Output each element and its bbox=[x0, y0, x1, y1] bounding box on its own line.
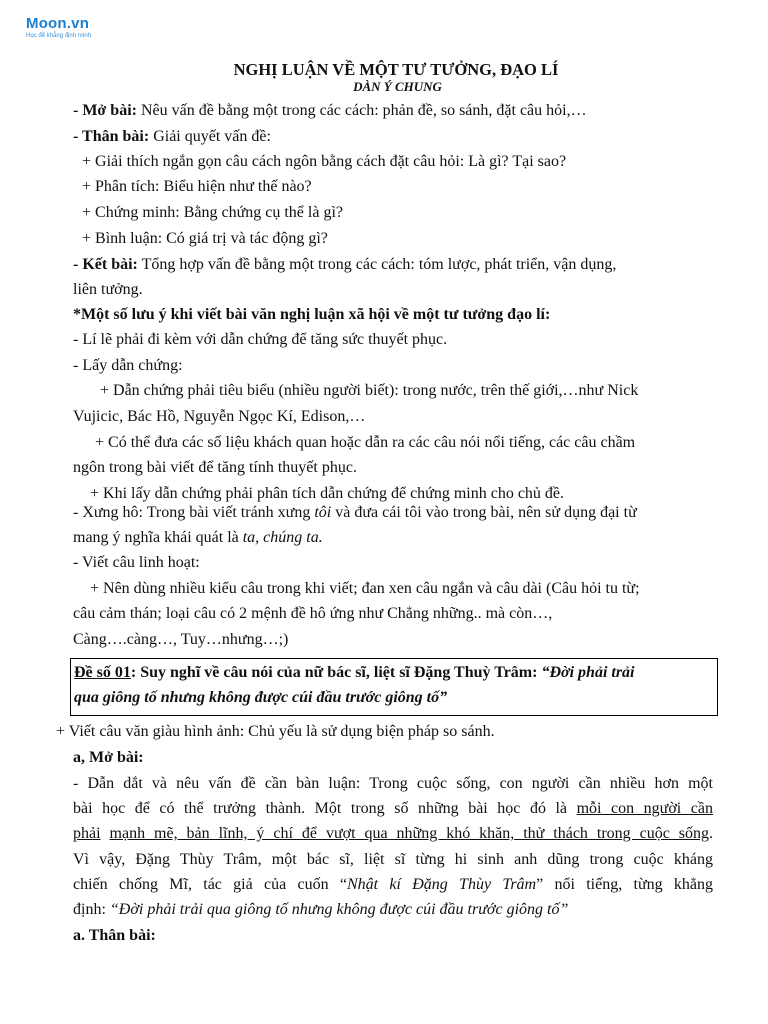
para-line2-b: mỗi con người cần bbox=[576, 800, 714, 817]
note-3-text-a: - Xưng hô: Trong bài viết tránh xưng bbox=[73, 504, 315, 521]
para-line6-a: định: bbox=[73, 901, 110, 918]
page-title: NGHỊ LUẬN VỀ MỘT TƯ TƯỞNG, ĐẠO LÍ bbox=[233, 60, 559, 79]
than-bai-heading: a. Thân bài: bbox=[73, 927, 156, 944]
para-line5 bbox=[73, 875, 713, 895]
note-3-toi: tôi bbox=[314, 504, 332, 521]
para-line6 bbox=[73, 900, 568, 920]
para-line3 bbox=[73, 824, 713, 844]
mo-bai-text: Nêu vấn đề bằng một trong các cách: phản đề, so sánh, đặt câu hỏi,… bbox=[136, 102, 587, 119]
outline-mo-bai bbox=[73, 101, 587, 121]
para-line6-quote: “Đời phải trải qua giông tố nhưng không được cúi đầu trước giông tố” bbox=[109, 901, 569, 918]
note-3-ta: ta, chúng ta. bbox=[242, 529, 323, 546]
para-line3-d: . bbox=[709, 825, 714, 842]
note-4: - Viết câu linh hoạt: bbox=[73, 554, 200, 571]
note-1: - Lí lẽ phải đi kèm với dẫn chứng để tăng sức thuyết phục. bbox=[73, 331, 448, 348]
de-text: : Suy nghĩ về câu nói của nữ bác sĩ, liệt sĩ Đặng Thuỳ Trâm: bbox=[130, 664, 542, 681]
para-line3-c: mạnh mẽ, bản lĩnh, ý chí để vượt qua những khó khăn, thử thách trong cuộc sống bbox=[109, 825, 710, 842]
para-line2-a: bài học để có thể trưởng thành. Một trong số những bài học đó là bbox=[73, 800, 577, 817]
para-line5-c: ” nổi tiếng, từng khẳng bbox=[536, 876, 713, 893]
para-line2 bbox=[73, 799, 713, 819]
than-bai-text: Giải quyết vấn đề: bbox=[149, 128, 271, 145]
outline-ket-bai bbox=[73, 255, 616, 275]
note-4a-line3: Càng….càng…, Tuy…nhưng…;) bbox=[73, 631, 289, 648]
mo-bai-label: - Mở bài: bbox=[73, 102, 137, 119]
note-2: - Lấy dẫn chứng: bbox=[73, 357, 183, 374]
note-2c: + Khi lấy dẫn chứng phải phân tích dẫn chứng để chứng minh cho chủ đề. bbox=[90, 485, 565, 502]
para-line5-a: chiến chống Mĩ, tác giả của cuốn “ bbox=[73, 876, 347, 893]
note-3-line2 bbox=[73, 528, 323, 548]
note-4a-line2: câu cảm thán; loại câu có 2 mệnh đề hô ứng như Chẳng những.. mà còn…, bbox=[73, 605, 553, 622]
de-label: Đề số 01 bbox=[74, 664, 131, 681]
para-line3-a: phải bbox=[73, 825, 101, 842]
ket-bai-text: Tổng hợp vấn đề bằng một trong các cách: tóm lược, phát triển, vận dụng, bbox=[137, 256, 617, 273]
de-line2: qua giông tố nhưng không được cúi đầu trước giông tố” bbox=[74, 689, 448, 706]
note-2b-line2: ngôn trong bài viết để tăng tính thuyết phục. bbox=[73, 459, 357, 476]
note-2a-line1: + Dẫn chứng phải tiêu biểu (nhiều người biết): trong nước, trên thế giới,…như Nick bbox=[100, 382, 639, 399]
note-3-text-d: mang ý nghĩa khái quát là bbox=[73, 529, 243, 546]
page-subtitle: DÀN Ý CHUNG bbox=[353, 79, 442, 94]
moon-logo bbox=[26, 16, 91, 40]
outline-sub-2: + Phân tích: Biểu hiện như thế nào? bbox=[82, 178, 312, 195]
note-2a-line2: Vujicic, Bác Hồ, Nguyễn Ngọc Kí, Edison,… bbox=[73, 408, 366, 425]
outline-sub-1: + Giải thích ngắn gọn câu cách ngôn bằng cách đặt câu hỏi: Là gì? Tại sao? bbox=[82, 153, 567, 170]
note-3-line1 bbox=[73, 503, 637, 523]
de-quote-a: “Đời phải trải bbox=[541, 664, 635, 681]
notes-heading: *Một số lưu ý khi viết bài văn nghị luận xã hội về một tư tưởng đạo lí: bbox=[73, 306, 551, 323]
outline-ket-bai-cont: liên tưởng. bbox=[73, 281, 143, 298]
note-2b-line1: + Có thể đưa các số liệu khách quan hoặc dẫn ra các câu nói nổi tiếng, các câu chầm bbox=[95, 434, 636, 451]
note-3-text-c: và đưa cái tôi vào trong bài, nên sử dụng đại từ bbox=[331, 504, 637, 521]
note-4a-line1: + Nên dùng nhiều kiểu câu trong khi viết; đan xen câu ngắn và câu dài (Câu hỏi tu từ; bbox=[90, 580, 640, 597]
para-line4: Vì vậy, Đặng Thùy Trâm, một bác sĩ, liệt sĩ từng hi sinh anh dũng trong cuộc kháng bbox=[73, 851, 713, 868]
tip-line: + Viết câu văn giàu hình ảnh: Chủ yếu là sử dụng biện pháp so sánh. bbox=[56, 723, 495, 740]
de-line1 bbox=[74, 663, 635, 683]
than-bai-label: - Thân bài: bbox=[73, 128, 150, 145]
para-line5-book: Nhật kí Đặng Thùy Trâm bbox=[346, 876, 537, 893]
logo-wordmark: Moon.vn bbox=[26, 15, 90, 32]
outline-than-bai bbox=[73, 127, 271, 147]
para-line1: - Dẫn dắt và nêu vấn đề cần bàn luận: Trong cuộc sống, con người cần nhiều hơn một bbox=[73, 775, 713, 792]
ket-bai-label: - Kết bài: bbox=[73, 256, 138, 273]
outline-sub-3: + Chứng minh: Bằng chứng cụ thể là gì? bbox=[82, 204, 343, 221]
outline-sub-4: + Bình luận: Có giá trị và tác động gì? bbox=[82, 230, 328, 247]
logo-tagline: Học để khẳng định mình bbox=[26, 33, 92, 39]
para-line3-sp bbox=[101, 825, 110, 842]
mo-bai-heading: a, Mở bài: bbox=[73, 749, 144, 766]
